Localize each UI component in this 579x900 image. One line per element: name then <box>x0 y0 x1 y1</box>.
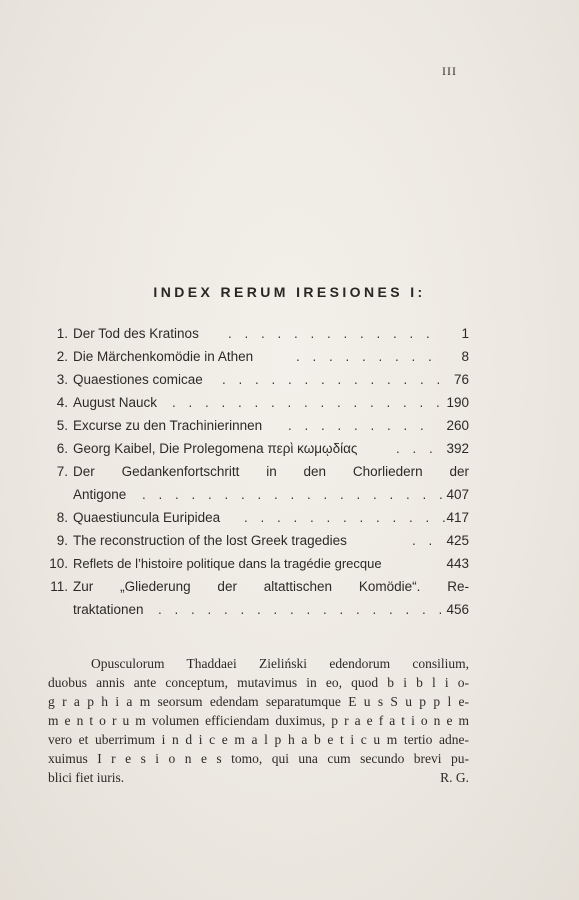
toc-entry <box>48 368 469 391</box>
index-heading: INDEX RERUM IRESIONES I: <box>153 284 426 300</box>
toc-entry-title: Zur „Gliederung der altattischen Komödie“. Re- <box>73 579 469 594</box>
toc-entry-title: The reconstruction of the lost Greek tragedies <box>73 533 347 548</box>
note-line: Opusculorum Thaddaei Zieliński edendorum consilium, <box>91 656 469 671</box>
toc-entry-continuation <box>48 598 469 621</box>
note-last-line <box>48 768 469 787</box>
toc-entry-number: 10. <box>49 556 68 571</box>
toc-entry <box>48 506 469 529</box>
toc-entry-page: 425 <box>446 533 469 548</box>
toc-entry <box>48 322 469 345</box>
toc-leader-dots: . . <box>412 533 437 548</box>
toc-entry-number: 6. <box>56 441 68 456</box>
toc-entry <box>48 437 469 460</box>
toc-entry <box>48 529 469 552</box>
toc-leader-dots: . . . . . . . . . . . . . . . . . . <box>158 602 447 617</box>
toc-entry-title: Georg Kaibel, Die Prolegomena περὶ κωμῳδίας <box>73 441 358 456</box>
signature-initials: R. G. <box>440 770 469 785</box>
toc-entry <box>48 414 469 437</box>
toc-entry <box>48 552 469 575</box>
toc-entry-page: 443 <box>446 556 469 571</box>
toc-entry-number: 4. <box>56 395 68 410</box>
toc-entry-number: 5. <box>56 418 68 433</box>
toc-entry <box>48 345 469 368</box>
toc-entry-page: 1 <box>461 326 469 341</box>
toc-entry-page: 456 <box>446 602 469 617</box>
toc-entry-page: 392 <box>446 441 469 456</box>
toc-entry-page: 190 <box>446 395 469 410</box>
toc-entry-title-continued: traktationen <box>73 602 144 617</box>
toc-entry-number: 3. <box>56 372 68 387</box>
toc-entry-continuation <box>48 483 469 506</box>
note-line: xuimus I r e s i o n e s tomo, qui una cum secundo brevi pu- <box>48 751 469 766</box>
toc-leader-dots: . . . . . . . . . . . . . <box>244 510 451 525</box>
toc-leader-dots: . . . . . . . . . . . . . . <box>222 372 445 387</box>
toc-entry-title: Der Tod des Kratinos <box>73 326 199 341</box>
note-line: g r a p h i a m seorsum edendam separatumque E u s S u p p l e- <box>48 694 469 709</box>
note-line: m e n t o r u m volumen efficiendam duximus, p r a e f a t i o n e m <box>48 713 469 728</box>
toc-entry-title: Die Märchenkomödie in Athen <box>73 349 254 364</box>
toc-entry-title: Der Gedankenfortschritt in den Chorliedern der <box>73 464 469 479</box>
toc-entry-title-continued: Antigone <box>73 487 127 502</box>
editorial-note <box>48 654 469 787</box>
toc-leader-dots: . . . . . . . . . <box>296 349 437 364</box>
toc-entry-number: 8. <box>56 510 68 525</box>
note-line: duobus annis ante conceptum, mutavimus in eo, quod b i b l i o- <box>48 675 469 690</box>
toc-leader-dots: . . . . . . . . . . . . . . . . . <box>172 395 445 410</box>
toc-entry-page: 417 <box>446 510 469 525</box>
table-of-contents <box>48 322 469 621</box>
toc-entry-number: 2. <box>56 349 68 364</box>
toc-entry-title: Quaestiones comicae <box>73 372 203 387</box>
toc-leader-dots: . . . <box>396 441 438 456</box>
toc-entry-title: Reflets de l’histoire politique dans la tragédie grecque <box>73 556 382 571</box>
toc-entry-number: 7. <box>56 464 68 479</box>
toc-entry <box>48 460 469 483</box>
toc-leader-dots: . . . . . . . . . . . . . . . . . . . <box>142 487 448 502</box>
toc-entry-number: 9. <box>56 533 68 548</box>
page-number: III <box>442 64 457 78</box>
toc-entry-page: 260 <box>446 418 469 433</box>
note-line: blici fiet iuris. <box>48 770 125 785</box>
toc-entry-page: 407 <box>446 487 469 502</box>
toc-entry-page: 76 <box>453 372 469 387</box>
toc-entry-number: 1. <box>56 326 68 341</box>
toc-entry <box>48 391 469 414</box>
toc-entry-number: 11. <box>50 579 68 594</box>
toc-entry <box>48 575 469 598</box>
toc-entry-title: Excurse zu den Trachinierinnen <box>73 418 263 433</box>
toc-entry-page: 8 <box>461 349 469 364</box>
note-line: vero et uberrimum i n d i c e m a l p h a b e t i c u m tertio adne- <box>48 732 469 747</box>
toc-entry-title: August Nauck <box>73 395 158 410</box>
toc-leader-dots: . . . . . . . . . . . . . <box>228 326 435 341</box>
toc-entry-title: Quaestiuncula Euripidea <box>73 510 221 525</box>
toc-leader-dots: . . . . . . . . . <box>288 418 429 433</box>
